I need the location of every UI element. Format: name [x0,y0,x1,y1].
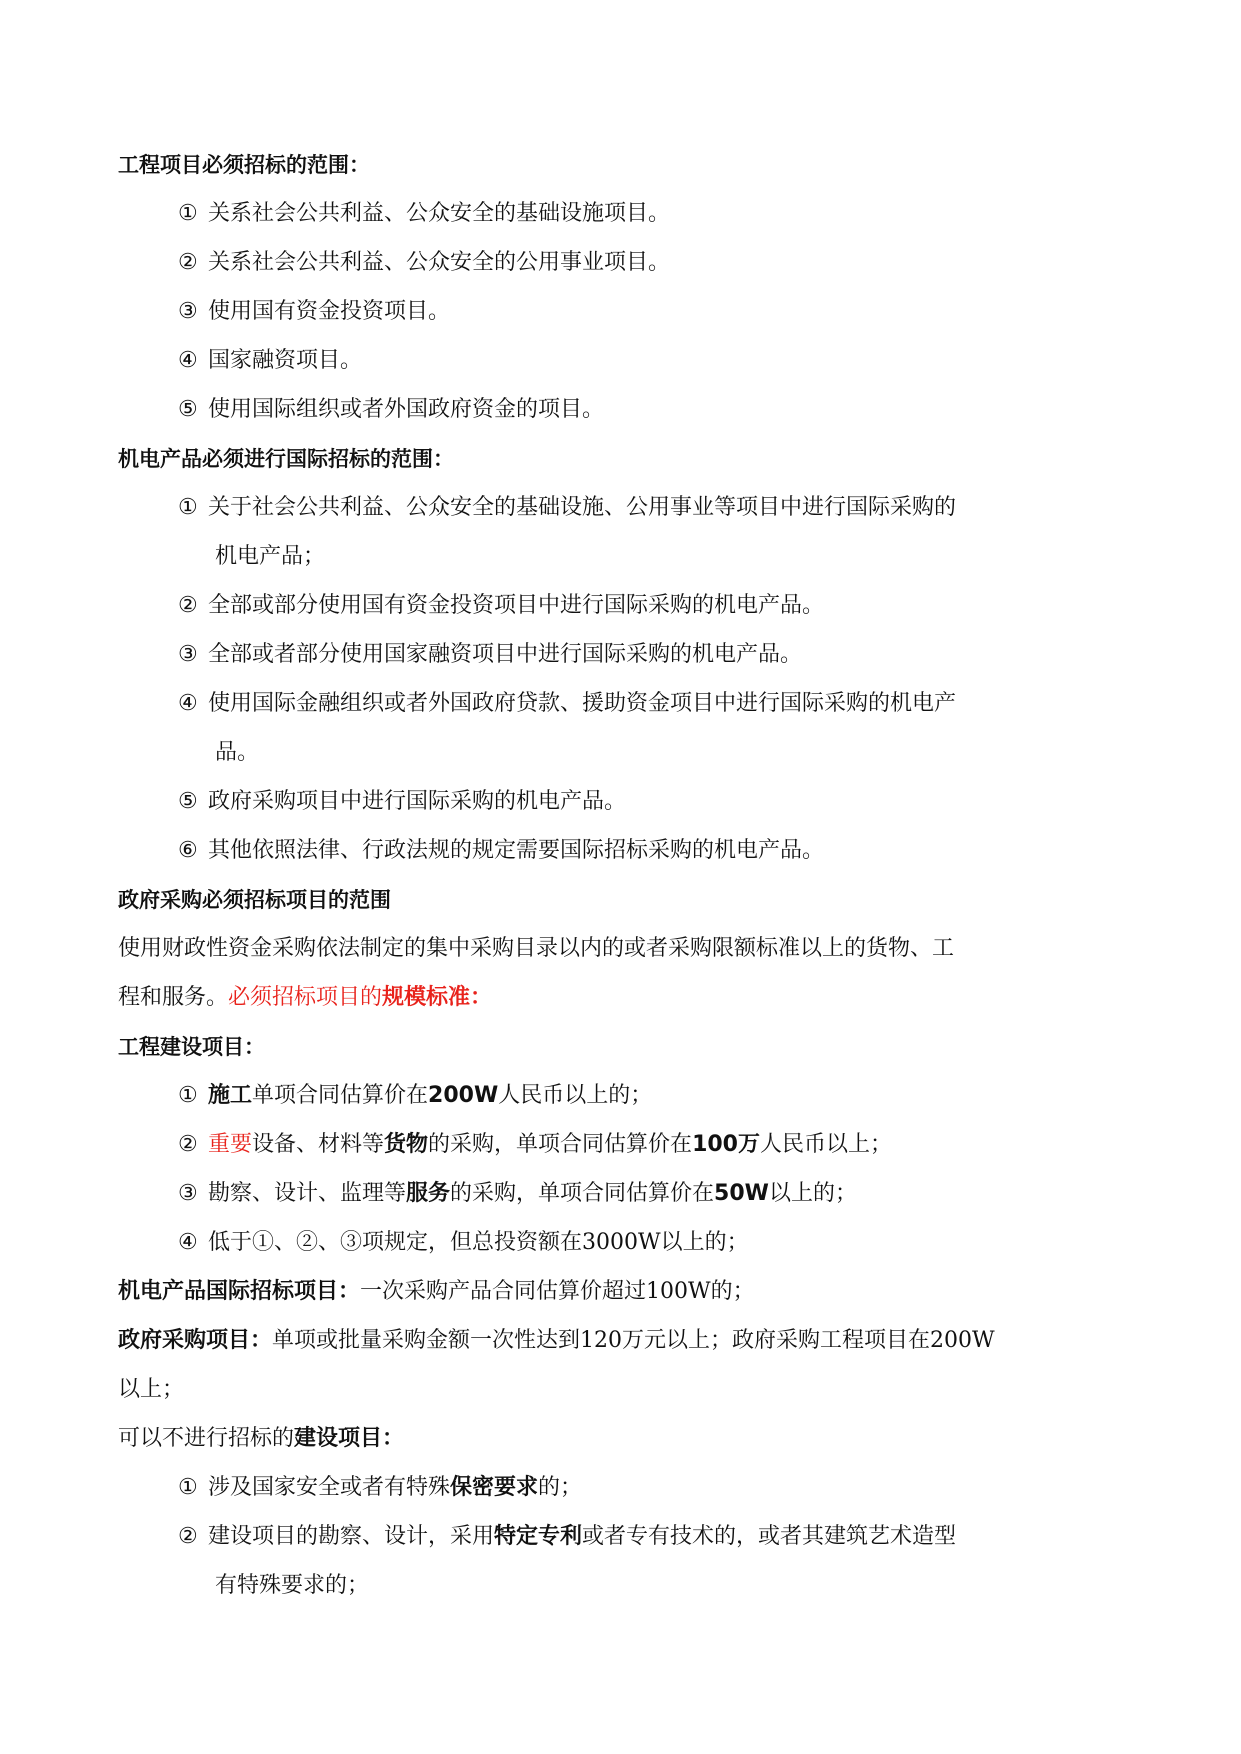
item-text: 人民币以上的； [498,1083,653,1108]
item-number: ① [178,495,198,520]
item-number: ⑥ [178,838,198,863]
item-text: 涉及国家安全或者有特殊 [208,1475,451,1500]
item-text: 人民币以上； [760,1132,893,1157]
item-number: ② [178,250,198,275]
item-number: ② [178,1524,198,1549]
text-span: 程和服务。 [118,985,229,1010]
item-text: 其他依照法律、行政法规的规定需要国际招标采购的机电产品。 [208,838,825,863]
list-item [178,493,956,523]
section-heading-electromechanical-scope: 机电产品必须进行国际招标的范围： [118,447,454,471]
item-text: 的； [538,1475,583,1500]
paragraph-line: 以上； [118,1377,185,1402]
list-item [178,248,670,278]
item-text: 的采购，单项合同估算价在 [450,1181,715,1206]
item-number: ① [178,1475,198,1500]
item-text: 单项合同估算价在 [252,1083,429,1108]
list-item [178,297,450,327]
item-number: ④ [178,348,198,373]
list-item [178,1473,582,1503]
section-heading-construction-projects: 工程建设项目： [118,1035,265,1059]
bold-label: 建设项目： [294,1426,405,1451]
item-text: 全部或部分使用国有资金投资项目中进行国际采购的机电产品。 [208,593,825,618]
text-span: 可以不进行招标的 [118,1426,295,1451]
bold-term: 特定专利 [494,1524,583,1549]
item-number: ② [178,1132,198,1157]
list-item [178,1130,892,1160]
item-number: ⑤ [178,397,198,422]
highlight-text: 重要 [208,1132,253,1157]
item-number: ① [178,201,198,226]
item-text: 设备、材料等 [252,1132,385,1157]
item-number: ④ [178,691,198,716]
item-text: 低于①、②、③项规定，但总投资额在3000W以上的； [208,1230,749,1255]
item-text: 使用国际组织或者外国政府资金的项目。 [208,397,605,422]
paragraph-line [118,1424,404,1454]
section-heading-engineering-scope: 工程项目必须招标的范围： [118,153,370,177]
list-item [178,591,824,621]
text-span: 单项或批量采购金额一次性达到120万元以上；政府采购工程项目在200W [272,1328,995,1353]
item-text: 关系社会公共利益、公众安全的基础设施项目。 [208,201,671,226]
item-number: ③ [178,1181,198,1206]
list-item [178,1228,749,1258]
bold-label: 机电产品国际招标项目： [118,1279,361,1304]
list-item-continuation: 机电产品； [215,544,326,569]
list-item [178,1081,652,1111]
bold-term: 货物 [384,1132,429,1157]
list-item [178,689,956,719]
list-item [178,787,626,817]
item-text: 建设项目的勘察、设计，采用 [208,1524,495,1549]
list-item [178,1179,857,1209]
bold-term: 施工 [208,1083,253,1108]
bold-amount: 100万 [692,1132,760,1157]
item-number: ① [178,1083,198,1108]
item-text: 全部或者部分使用国家融资项目中进行国际采购的机电产品。 [208,642,803,667]
bold-amount: 50W [714,1181,769,1206]
list-item [178,836,824,866]
item-text: 或者专有技术的，或者其建筑艺术造型 [582,1524,957,1549]
bold-amount: 200W [428,1083,499,1108]
item-number: ③ [178,299,198,324]
bold-label: 政府采购项目： [118,1328,273,1353]
list-item-continuation: 有特殊要求的； [215,1573,370,1598]
highlight-bold-text: 规模标准： [382,985,493,1010]
item-text: 关系社会公共利益、公众安全的公用事业项目。 [208,250,671,275]
paragraph-line: 使用财政性资金采购依法制定的集中采购目录以内的或者采购限额标准以上的货物、工 [118,936,955,961]
item-text: 使用国际金融组织或者外国政府贷款、援助资金项目中进行国际采购的机电产 [208,691,957,716]
paragraph-line [118,1326,995,1356]
item-number: ④ [178,1230,198,1255]
item-number: ⑤ [178,789,198,814]
item-text: 关于社会公共利益、公众安全的基础设施、公用事业等项目中进行国际采购的 [208,495,957,520]
item-text: 以上的； [768,1181,857,1206]
paragraph-line [118,983,492,1013]
bold-term: 保密要求 [450,1475,539,1500]
list-item [178,346,362,376]
list-item [178,199,670,229]
item-text: 政府采购项目中进行国际采购的机电产品。 [208,789,627,814]
list-item [178,1522,956,1552]
list-item-continuation: 品。 [215,740,260,765]
highlight-text: 必须招标项目的 [228,985,383,1010]
list-item [178,640,802,670]
item-text: 勘察、设计、监理等 [208,1181,407,1206]
item-number: ② [178,593,198,618]
item-text: 国家融资项目。 [208,348,363,373]
item-text: 使用国有资金投资项目。 [208,299,451,324]
text-span: 一次采购产品合同估算价超过100W的； [360,1279,755,1304]
list-item [178,395,604,425]
paragraph-line [118,1277,755,1307]
bold-term: 服务 [406,1181,451,1206]
item-text: 的采购，单项合同估算价在 [428,1132,693,1157]
item-number: ③ [178,642,198,667]
section-heading-government-procurement: 政府采购必须招标项目的范围 [118,888,391,912]
